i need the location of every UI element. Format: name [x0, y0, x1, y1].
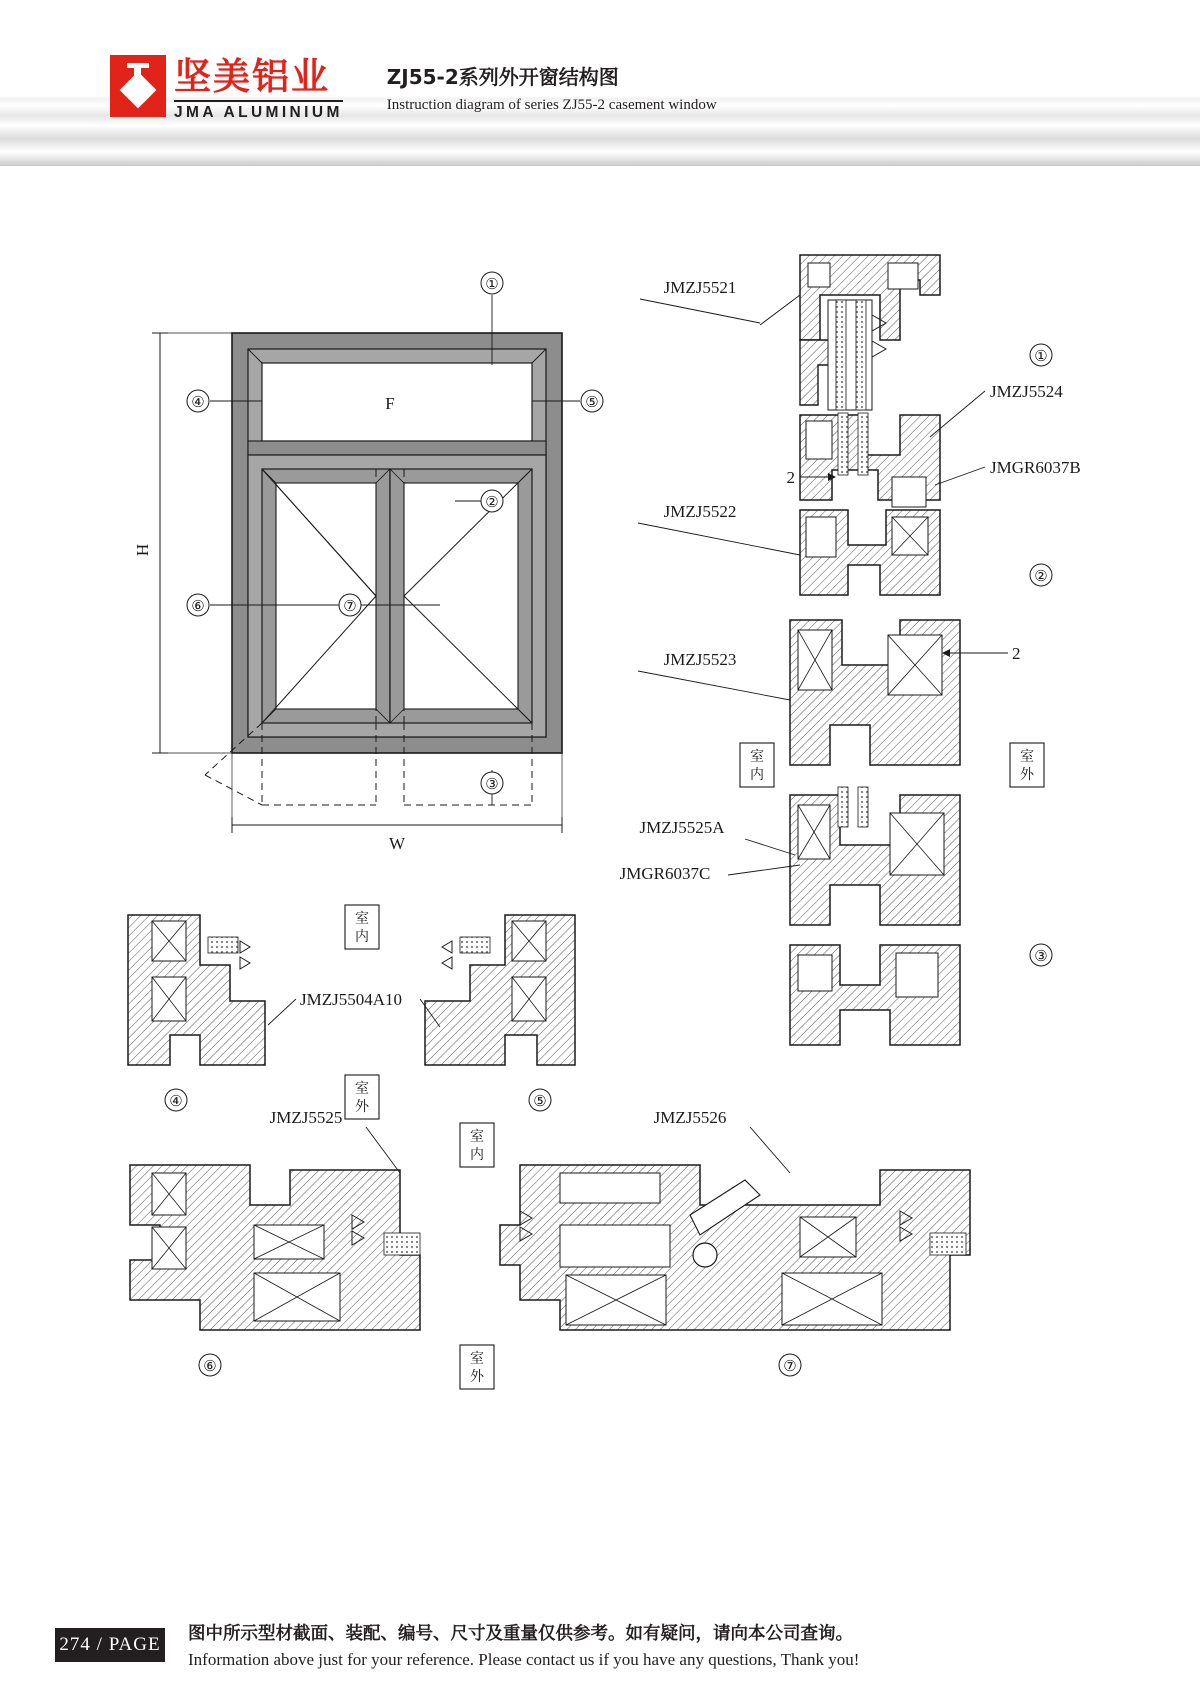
logo-en-text: JMA ALUMINIUM — [174, 100, 343, 122]
elevation-callout-7: ⑦ — [343, 599, 357, 615]
dimension-w-label: W — [388, 834, 406, 853]
dimension-h-label: H — [133, 543, 152, 557]
section-detail-5 — [268, 915, 575, 1111]
indoor-label-bottom: 室 — [470, 1129, 484, 1145]
section-detail-7 — [500, 1108, 970, 1376]
section-detail-3 — [620, 787, 1052, 1045]
footer-note-cn: 图中所示型材截面、装配、编号、尺寸及重量仅供参考。如有疑问，请向本公司查询。 — [188, 1624, 853, 1644]
drawing-canvas — [0, 165, 1200, 1595]
page-number-badge: 274 / PAGE — [55, 1628, 165, 1662]
page-header — [0, 0, 1200, 166]
section-dimension-2a: 2 — [786, 468, 795, 487]
section-callout-6: ⑥ — [203, 1359, 217, 1375]
section-callout-7: ⑦ — [783, 1359, 797, 1375]
header-inner — [110, 55, 717, 122]
footer-note-en: Information above just for your reference. Please contact us if you have any questions, Thank you! — [188, 1650, 860, 1669]
part-label-jmzj5522: JMZJ5522 — [663, 502, 737, 521]
part-label-jmzj5504a10: JMZJ5504A10 — [300, 990, 403, 1009]
section-detail-2 — [638, 502, 1052, 787]
indoor-label-bottom-b: 内 — [470, 1147, 484, 1163]
outdoor-label-bottom-b: 外 — [470, 1369, 484, 1385]
section-callout-4: ④ — [169, 1094, 183, 1110]
section-callout-3: ③ — [1034, 949, 1048, 965]
section-dimension-2b: 2 — [1012, 644, 1021, 663]
section-callout-2: ② — [1034, 569, 1048, 585]
part-label-jmzj5524: JMZJ5524 — [990, 382, 1063, 401]
part-label-jmgr6037c: JMGR6037C — [619, 864, 711, 883]
indoor-label-mid-b: 内 — [355, 929, 369, 945]
elevation-callout-2: ② — [485, 495, 499, 511]
section-detail-4 — [128, 915, 265, 1111]
part-label-jmzj5525: JMZJ5525 — [269, 1108, 343, 1127]
part-label-jmzj5521: JMZJ5521 — [663, 278, 737, 297]
elevation-callout-1: ① — [485, 277, 499, 293]
outdoor-label-right-1b: 外 — [1020, 767, 1034, 783]
indoor-label-right-1: 室 — [750, 749, 764, 765]
section-callout-1: ① — [1034, 349, 1048, 365]
logo-text — [174, 55, 343, 122]
page-title-en: Instruction diagram of series ZJ55-2 casement window — [386, 97, 717, 113]
window-elevation — [133, 272, 603, 853]
part-label-jmzj5523: JMZJ5523 — [663, 650, 737, 669]
technical-drawing — [0, 165, 1200, 1595]
outdoor-label-mid-b: 外 — [355, 1099, 369, 1115]
elevation-callout-3: ③ — [485, 777, 499, 793]
section-detail-6 — [130, 1108, 420, 1376]
jma-logo-icon — [110, 55, 166, 117]
page-title-cn: ZJ55-2系列外开窗结构图 — [386, 65, 619, 89]
part-label-jmzj5525a: JMZJ5525A — [639, 818, 725, 837]
indoor-label-mid: 室 — [355, 911, 369, 927]
section-callout-5: ⑤ — [533, 1094, 547, 1110]
part-label-jmzj5526: JMZJ5526 — [653, 1108, 727, 1127]
outdoor-label-mid: 室 — [355, 1081, 369, 1097]
outdoor-label-right-1: 室 — [1020, 749, 1034, 765]
logo-cn-text: 坚美铝业 — [174, 55, 330, 98]
part-label-jmgr6037b: JMGR6037B — [990, 458, 1081, 477]
elevation-callout-4: ④ — [191, 395, 205, 411]
elevation-fixed-label: F — [385, 394, 395, 413]
page-footer — [0, 1600, 1200, 1697]
indoor-label-right-1b: 内 — [750, 767, 764, 783]
title-block — [387, 55, 717, 114]
outdoor-label-bottom: 室 — [470, 1351, 484, 1367]
right-section-stack — [620, 255, 1081, 1045]
elevation-callout-6: ⑥ — [191, 599, 205, 615]
elevation-callout-5: ⑤ — [585, 395, 599, 411]
section-detail-1 — [640, 255, 1081, 507]
